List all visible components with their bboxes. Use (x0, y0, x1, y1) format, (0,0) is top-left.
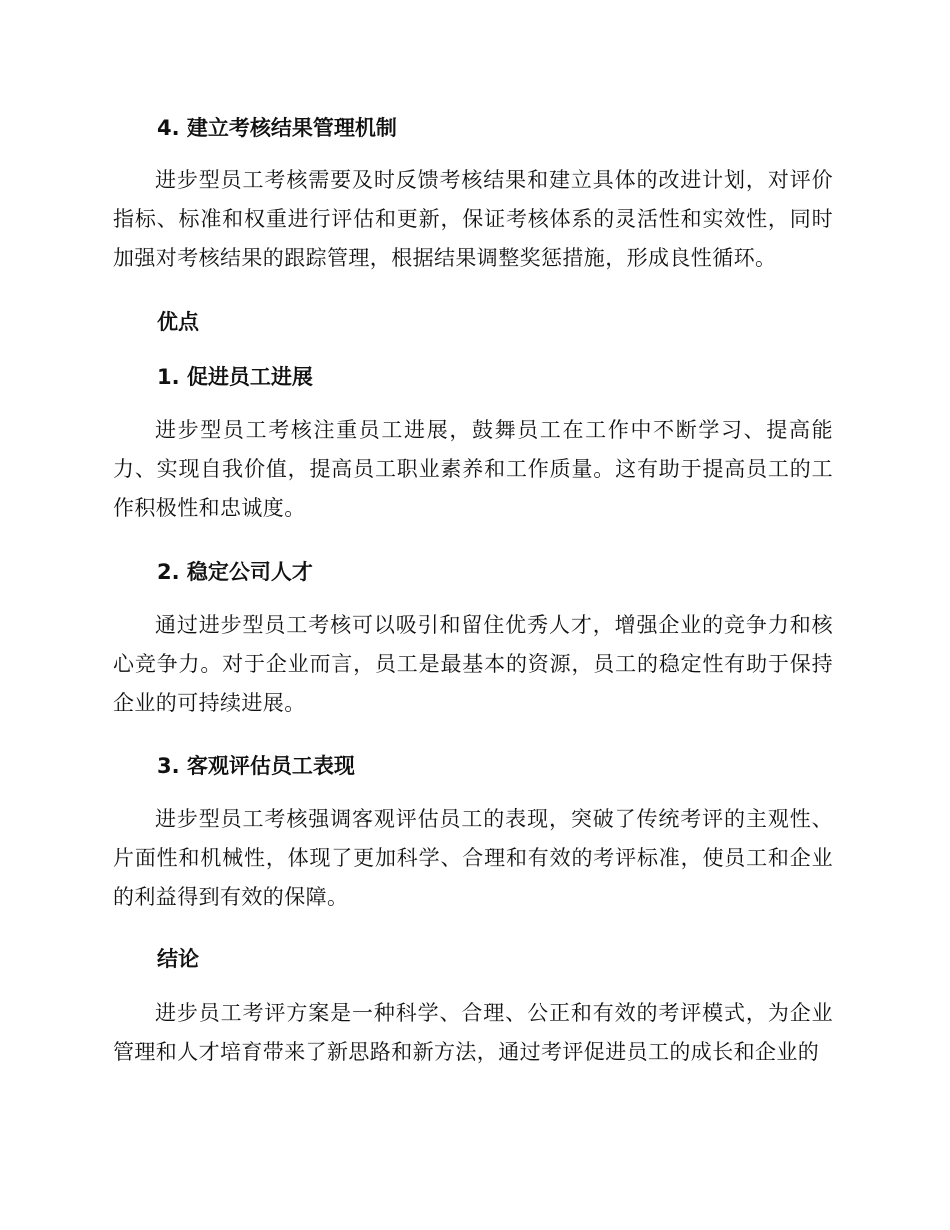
section-heading-promote-progress: 1. 促进员工进展 (157, 365, 313, 389)
paragraph-promote-progress: 进步型员工考核注重员工进展，鼓舞员工在工作中不断学习、提高能力、实现自我价值，提高员工职业素养和工作质量。这有助于提高员工的工作积极性和忠诚度。 (113, 418, 833, 520)
section-heading-result-management: 4. 建立考核结果管理机制 (157, 116, 397, 140)
section-heading-conclusion: 结论 (157, 947, 199, 971)
paragraph-objective-evaluation: 进步型员工考核强调客观评估员工的表现，突破了传统考评的主观性、片面性和机械性，体现了更加科学、合理和有效的考评标准，使员工和企业的利益得到有效的保障。 (113, 807, 833, 909)
paragraph-stabilize-talent: 通过进步型员工考核可以吸引和留住优秀人才，增强企业的竞争力和核心竞争力。对于企业而言，员工是最基本的资源，员工的稳定性有助于保持企业的可持续进展。 (113, 613, 833, 715)
paragraph-result-management: 进步型员工考核需要及时反馈考核结果和建立具体的改进计划，对评价指标、标准和权重进行评估和更新，保证考核体系的灵活性和实效性，同时加强对考核结果的跟踪管理，根据结果调整奖惩措施，形成良性循环。 (113, 168, 833, 270)
section-heading-advantages: 优点 (157, 310, 199, 334)
paragraph-conclusion: 进步员工考评方案是一种科学、合理、公正和有效的考评模式，为企业管理和人才培育带来了新思路和新方法，通过考评促进员工的成长和企业的 (113, 1001, 833, 1064)
section-heading-stabilize-talent: 2. 稳定公司人才 (157, 560, 313, 584)
section-heading-objective-evaluation: 3. 客观评估员工表现 (157, 754, 355, 778)
